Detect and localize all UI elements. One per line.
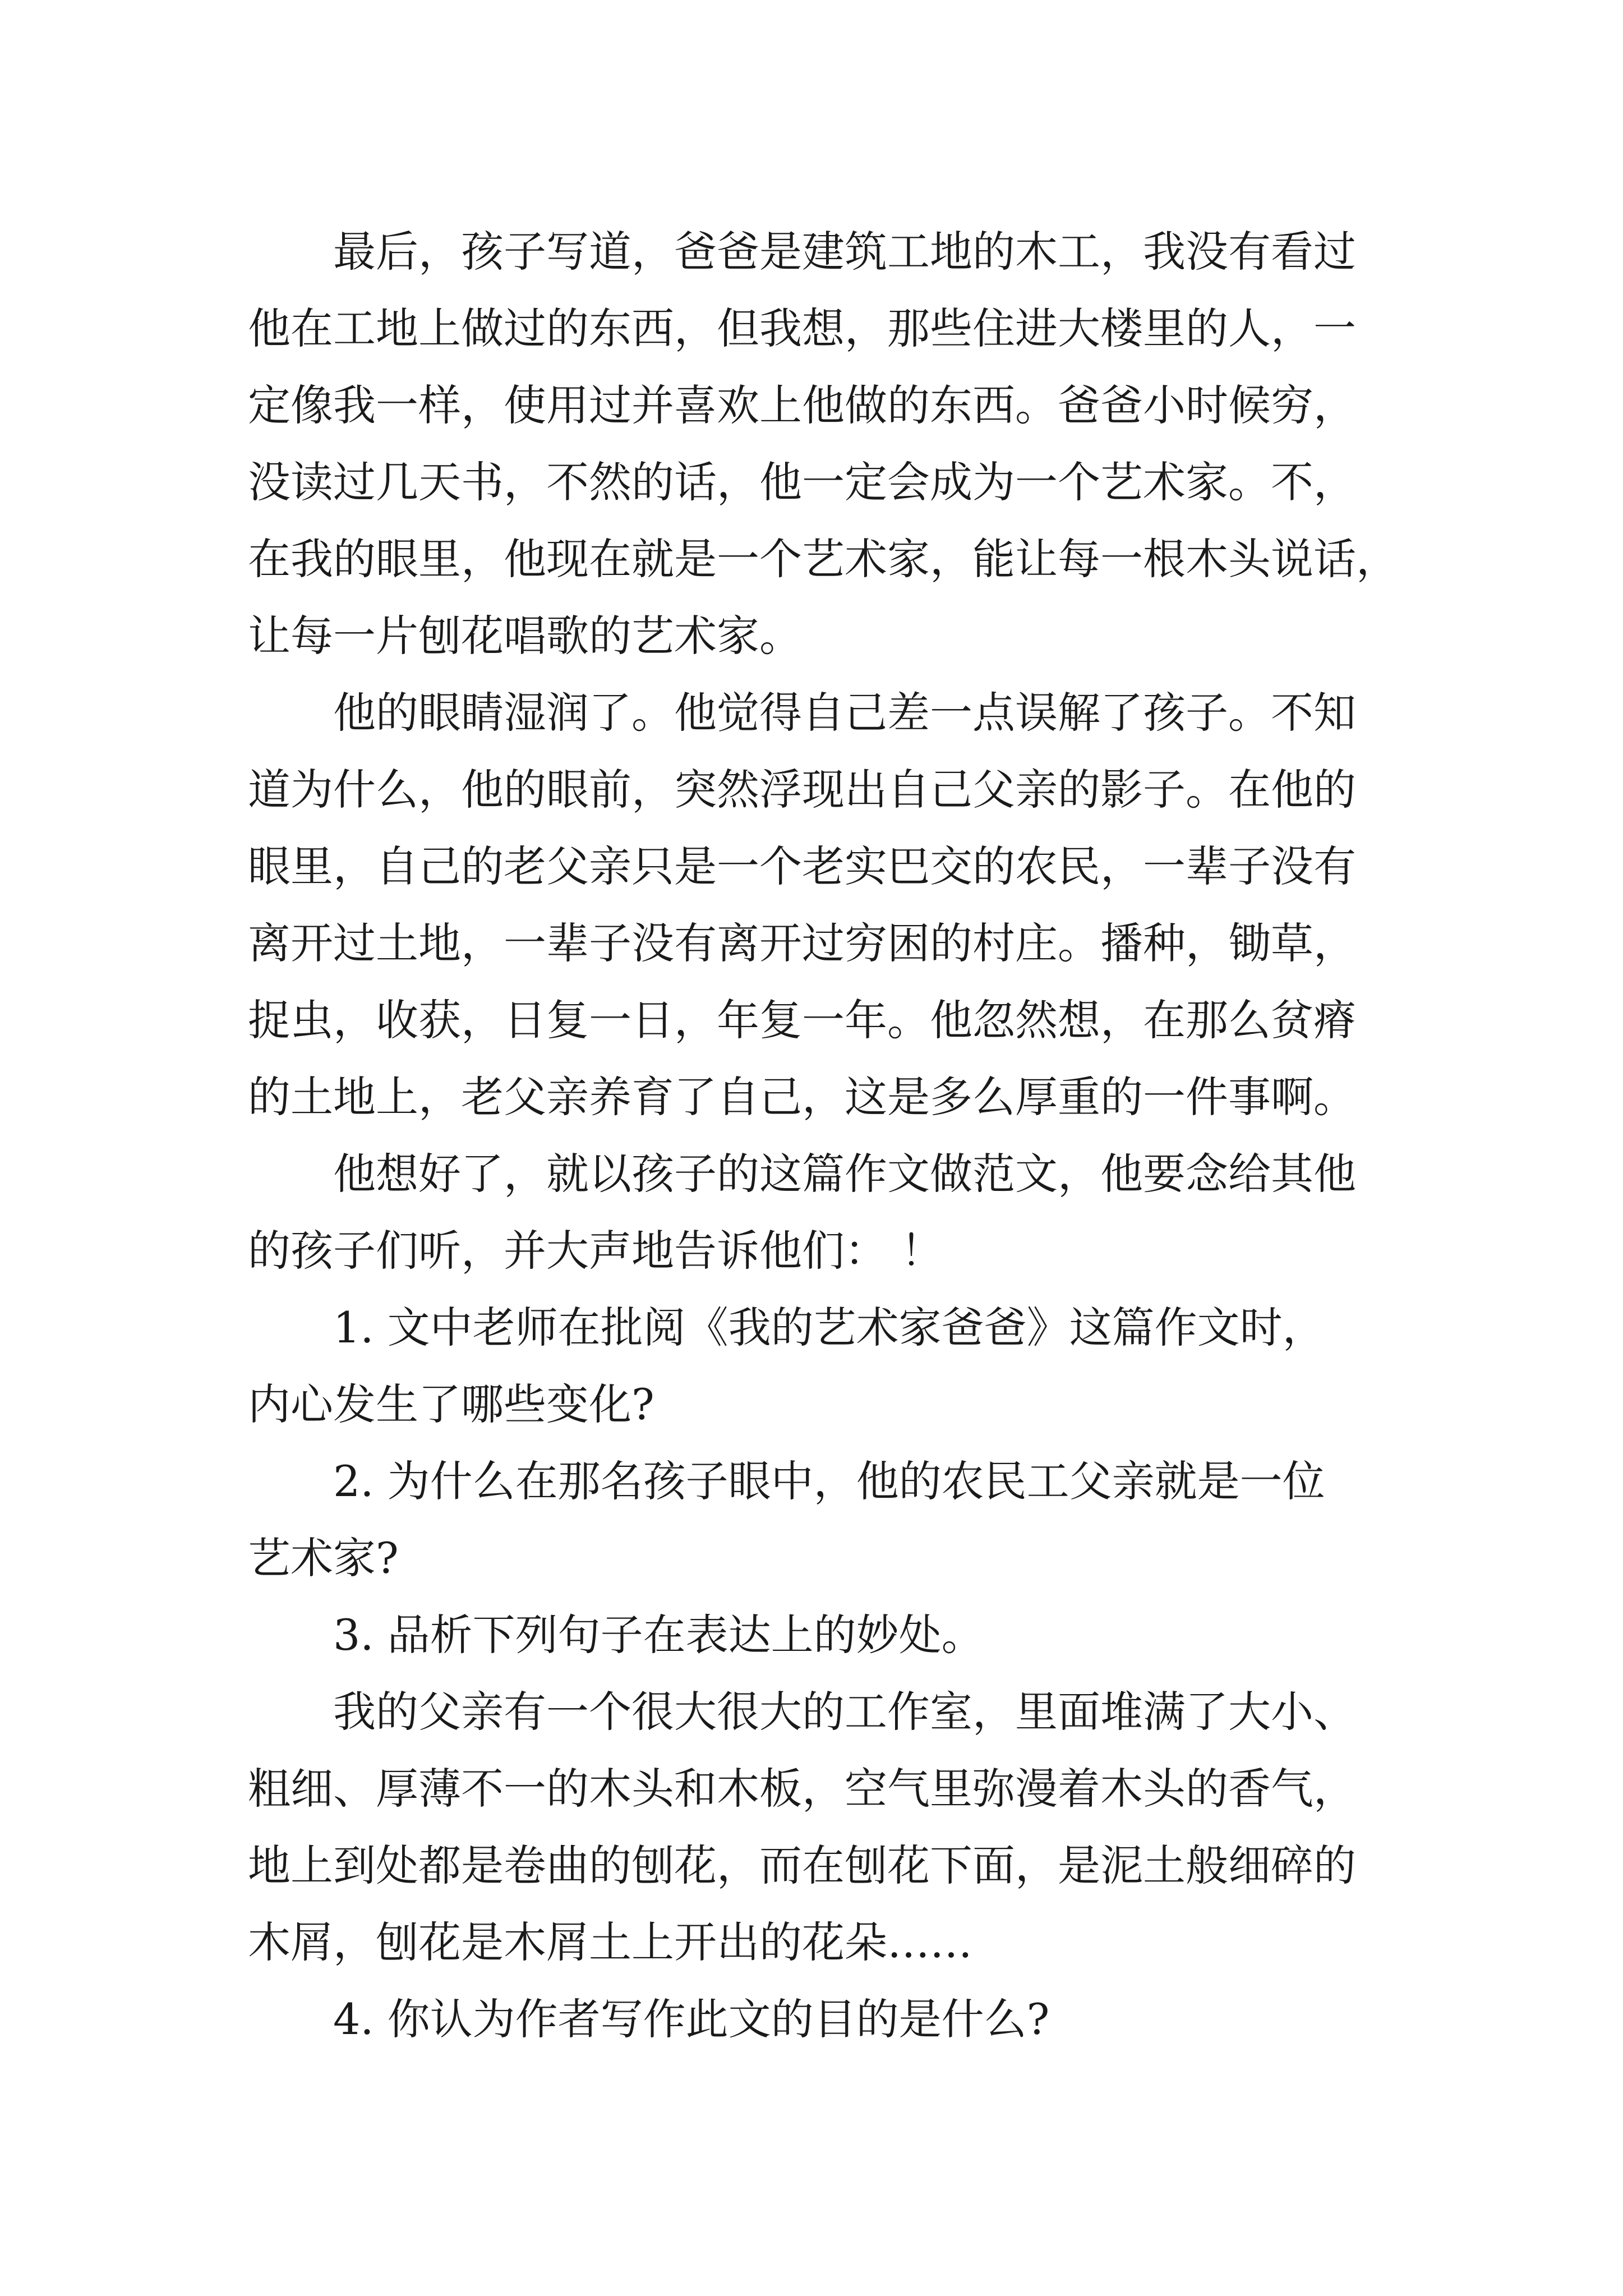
paragraph-3: [248, 1135, 1398, 1289]
text-line: 的土地上，老父亲养育了自己，这是多么厚重的一件事啊。: [248, 1072, 1356, 1122]
question-line: 1. 文中老师在批阅《我的艺术家爸爸》这篇作文时，: [333, 1303, 1325, 1352]
text-line: 最后，孩子写道，爸爸是建筑工地的木工，我没有看过: [333, 227, 1356, 277]
text-line: 他在工地上做过的东西，但我想，那些住进大楼里的人，一: [248, 303, 1356, 353]
text-line: 让每一片刨花唱歌的艺术家。: [248, 611, 802, 661]
question-1: [248, 1289, 1398, 1443]
text-line: 离开过土地，一辈子没有离开过穷困的村庄。播种，锄草，: [248, 918, 1356, 968]
question-line: 艺术家?: [248, 1533, 399, 1583]
quote-line: 粗细、厚薄不一的木头和木板，空气里弥漫着木头的香气，: [248, 1764, 1356, 1814]
text-line: 在我的眼里，他现在就是一个艺术家，能让每一根木头说话，: [248, 534, 1399, 584]
text-line: 他想好了，就以孩子的这篇作文做范文，他要念给其他: [333, 1149, 1356, 1199]
question-4: [248, 1981, 1398, 2058]
text-block: [248, 213, 1398, 2058]
text-line: 眼里，自己的老父亲只是一个老实巴交的农民，一辈子没有: [248, 841, 1356, 891]
paragraph-2: [248, 674, 1398, 1135]
question-2: [248, 1443, 1398, 1596]
text-line: 定像我一样，使用过并喜欢上他做的东西。爸爸小时候穷，: [248, 380, 1356, 430]
paragraph-1: [248, 213, 1398, 674]
text-line: 没读过几天书，不然的话，他一定会成为一个艺术家。不，: [248, 457, 1356, 507]
quote-line: 我的父亲有一个很大很大的工作室，里面堆满了大小、: [333, 1687, 1356, 1737]
question-line: 4. 你认为作者写作此文的目的是什么?: [333, 1994, 1050, 2044]
quote-line: 地上到处都是卷曲的刨花，而在刨花下面，是泥土般细碎的: [248, 1841, 1356, 1890]
question-line: 内心发生了哪些变化?: [248, 1379, 654, 1429]
text-line: 的孩子们听，并大声地告诉他们： ！: [248, 1226, 944, 1276]
text-line: 捉虫，收获，日复一日，年复一年。他忽然想，在那么贫瘠: [248, 995, 1356, 1045]
question-3: [248, 1596, 1398, 1673]
quote-line: 木屑，刨花是木屑土上开出的花朵……: [248, 1917, 972, 1967]
question-line: 3. 品析下列句子在表达上的妙处。: [333, 1610, 984, 1660]
text-line: 他的眼睛湿润了。他觉得自己差一点误解了孩子。不知: [333, 688, 1356, 738]
quoted-passage: [248, 1673, 1398, 1981]
question-line: 2. 为什么在那名孩子眼中，他的农民工父亲就是一位: [333, 1456, 1325, 1506]
text-line: 道为什么，他的眼前，突然浮现出自己父亲的影子。在他的: [248, 765, 1356, 815]
